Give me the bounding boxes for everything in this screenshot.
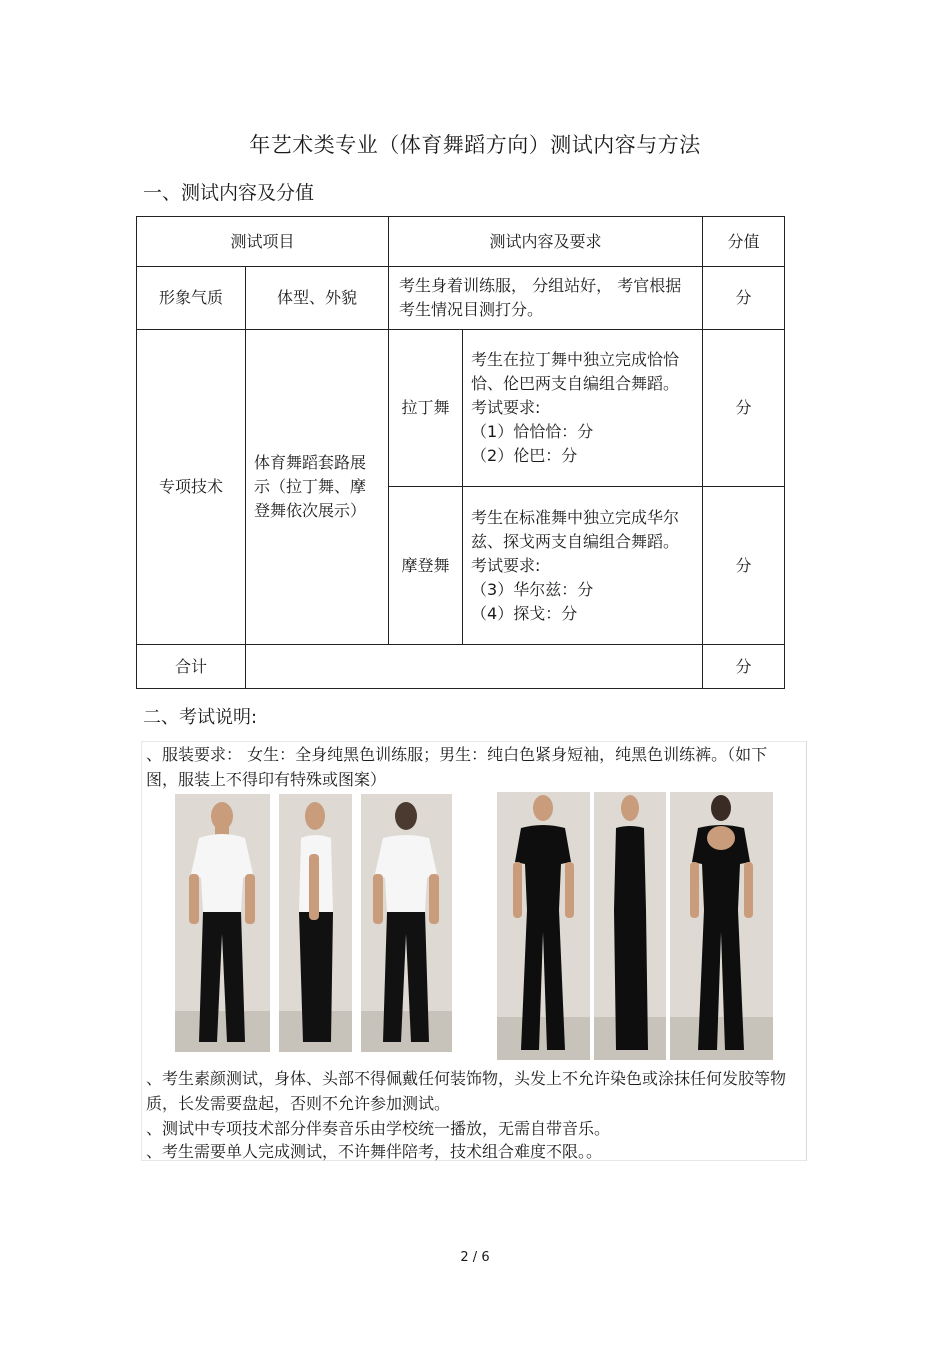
header-score: 分值: [703, 217, 785, 267]
black-pants-shape: [299, 912, 333, 1042]
white-shirt-shape: [375, 835, 437, 912]
latin-score: 分: [703, 330, 785, 487]
female-side-photo: [594, 792, 666, 1060]
modern-content: [463, 487, 703, 645]
page-number: 2 / 6: [460, 1250, 490, 1265]
document-title: 年艺术类专业（体育舞蹈方向）测试内容与方法: [249, 133, 701, 157]
table-row: [137, 330, 785, 487]
black-top-shape: [614, 826, 646, 910]
row1-content: 考生身着训练服， 分组站好， 考官根据考生情况目测打分。: [389, 267, 703, 330]
section-heading-content: 一、测试内容及分值: [143, 182, 315, 204]
latin-line: 考试要求:: [471, 398, 541, 417]
total-score: 分: [703, 645, 785, 689]
row1-category: 形象气质: [137, 267, 246, 330]
modern-line: 考生在标准舞中独立完成华尔兹、探戈两支自编组合舞蹈。: [471, 507, 680, 551]
header-content: 测试内容及要求: [389, 217, 703, 267]
modern-name: 摩登舞: [389, 487, 463, 645]
table-total-row: [137, 645, 785, 689]
latin-line: （2）伦巴：分: [471, 446, 578, 465]
score-table: [136, 216, 785, 689]
black-pants-shape: [614, 910, 648, 1050]
note-solo: 、考生需要单人完成测试，不许舞伴陪考，技术组合难度不限。。: [146, 1142, 603, 1161]
black-top-shape: [515, 825, 571, 910]
note-music: 、测试中专项技术部分伴奏音乐由学校统一播放，无需自带音乐。: [146, 1119, 611, 1138]
male-side-photo: [279, 794, 352, 1052]
latin-name: 拉丁舞: [389, 330, 463, 487]
total-label: 合计: [137, 645, 246, 689]
notes-box: [141, 741, 807, 1161]
modern-line: （4）探戈：分: [471, 603, 578, 623]
row1-sub: 体型、外貌: [246, 267, 389, 330]
male-front-photo: [175, 794, 270, 1052]
latin-content: [463, 330, 703, 487]
modern-line: 考试要求:: [471, 555, 541, 575]
table-header-row: [137, 217, 785, 267]
female-back-photo: [670, 792, 773, 1060]
black-pants-shape: [383, 912, 429, 1042]
table-row: [137, 267, 785, 330]
section-heading-notes: 二、考试说明:: [143, 707, 258, 728]
latin-line: （1）恰恰恰：分: [471, 422, 594, 441]
row1-score: 分: [703, 267, 785, 330]
white-shirt-shape: [191, 834, 253, 912]
note-no-makeup: 、考生素颜测试，身体、头部不得佩戴任何装饰物，头发上不允许染色或涂抹任何发胶等物质，长发需要盘起，否则不允许参加测试。: [146, 1069, 787, 1113]
row2-category: 专项技术: [137, 330, 246, 645]
black-pants-shape: [698, 910, 744, 1050]
note-dress-code: 、服装要求： 女生：全身纯黑色训练服；男生：纯白色紧身短袖，纯黑色训练裤。（如下图，服装上不得印有特殊或图案）: [146, 745, 768, 789]
modern-score: 分: [703, 487, 785, 645]
black-pants-shape: [199, 912, 245, 1042]
female-front-photo: [497, 792, 590, 1060]
modern-line: （3）华尔兹：分: [471, 579, 594, 599]
latin-line: 考生在拉丁舞中独立完成恰恰恰、伦巴两支自编组合舞蹈。: [471, 350, 680, 393]
header-item: 测试项目: [137, 217, 389, 267]
row2-sub: 体育舞蹈套路展示（拉丁舞、摩登舞依次展示）: [246, 330, 389, 645]
total-value: [246, 645, 703, 689]
male-back-photo: [361, 794, 452, 1052]
black-pants-shape: [521, 910, 565, 1050]
